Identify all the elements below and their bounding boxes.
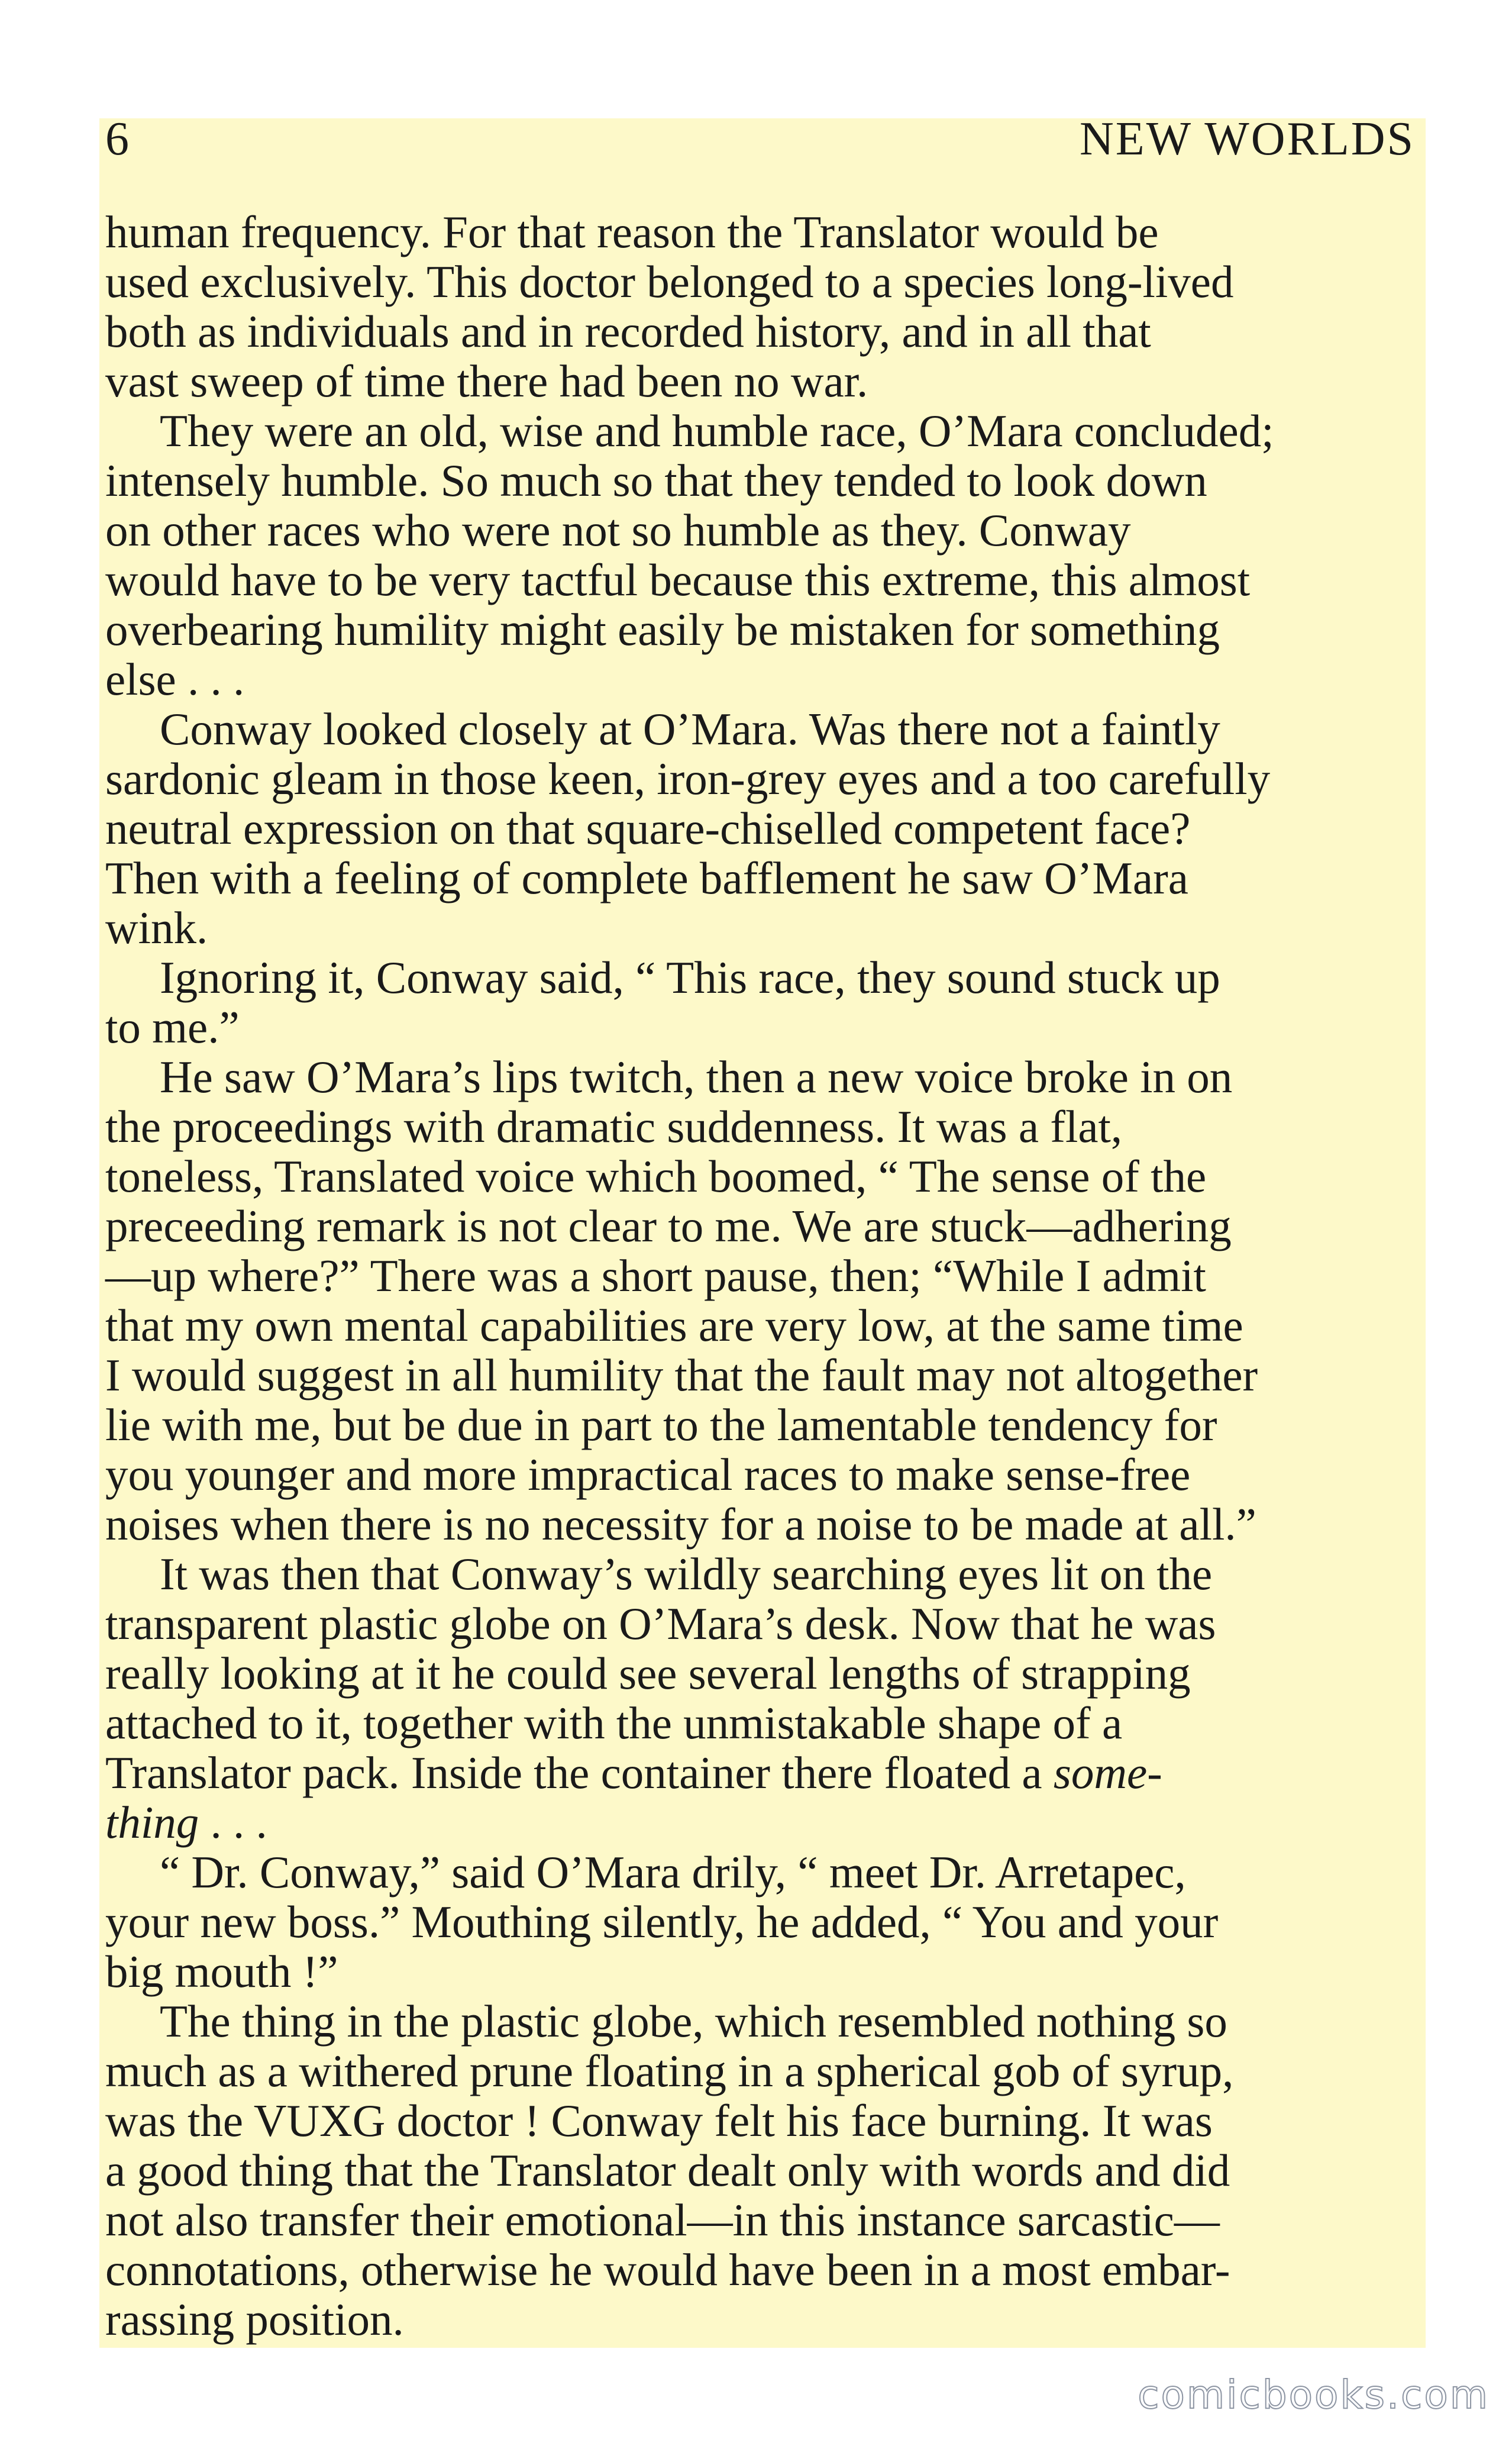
- paragraph: “ Dr. Conway,” said O’Mara drily, “ meet Dr. Arretapec, your new boss.” Mouthing silently, he added, “ You and your big mouth !”: [105, 1847, 1219, 1997]
- ellipsis: . . .: [199, 1797, 267, 1848]
- page-header: [105, 107, 1415, 172]
- watermark-logo: comicbooks.com: [1138, 2372, 1490, 2418]
- paragraph: Ignoring it, Conway said, “ This race, they sound stuck up to me.”: [105, 952, 1220, 1053]
- story-body: [105, 207, 1415, 2344]
- paragraph-text: It was then that Conway’s wildly searching eyes lit on the transparent plastic globe on O’Mara’s desk. Now that he was really looking at it he could see several lengths of strapping attached to it, together with the unmistakable shape of a Translator pack. Inside the container there floated a: [105, 1548, 1216, 1798]
- paragraph: human frequency. For that reason the Translator would be used exclusively. This doctor belonged to a species long-lived both as individuals and in recorded history, and in all that vast sweep of time there had been no war.: [105, 206, 1234, 406]
- running-head: NEW WORLDS: [1079, 113, 1415, 165]
- italic-something: some- thing: [105, 1747, 1162, 1848]
- paragraph: He saw O’Mara’s lips twitch, then a new voice broke in on the proceedings with dramatic suddenness. It was a flat, toneless, Translated voice which boomed, “ The sense of the preceeding remark is not clear to me. We are stuck—adhering —up where?” There was a short pause, then; “While I admit that my own mental capabilities are very low, at the same time I would suggest in all humility that the fault may not altogether lie with me, but be due in part to the lamentable tendency for you younger and more impractical races to make sense-free noises when there is no necessity for a noise to be made at all.”: [105, 1051, 1258, 1550]
- paragraph: The thing in the plastic globe, which resembled nothing so much as a withered prune floating in a spherical gob of syrup, was the VUXG doctor ! Conway felt his face burning. It was a good thing that the Translator dealt only with words and did not also transfer their emotional—in this instance sarcastic— connotations, otherwise he would have been in a most embar- rassing position.: [105, 1996, 1234, 2345]
- paragraph: They were an old, wise and humble race, O’Mara concluded; intensely humble. So much so that they tended to look down on other races who were not so humble as they. Conway would have to be very tactful because this extreme, this almost overbearing humility might easily be mistaken for something else . . .: [105, 405, 1274, 705]
- page-number: 6: [105, 113, 129, 165]
- paragraph: [105, 1549, 1415, 1847]
- paragraph: Conway looked closely at O’Mara. Was there not a faintly sardonic gleam in those keen, iron-grey eyes and a too carefully neutral expression on that square-chiselled competent face? Then with a feeling of complete bafflement he saw O’Mara wink.: [105, 704, 1271, 953]
